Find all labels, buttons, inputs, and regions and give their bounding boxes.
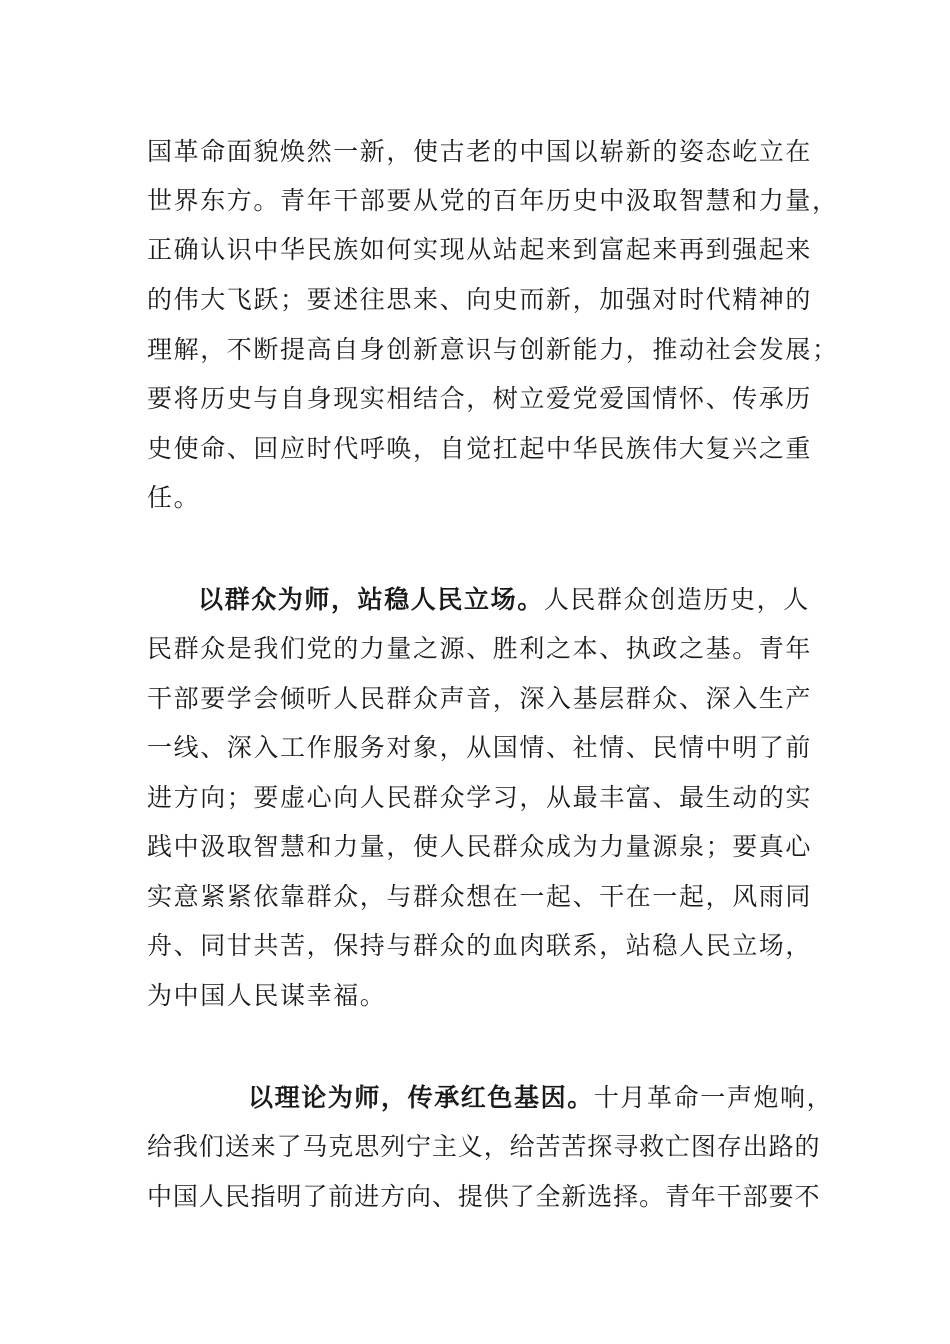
paragraph-2-first-line-text: 人民群众创造历史，人: [543, 585, 810, 614]
paragraph-3-line-3: 中国人民指明了前进方向、提供了全新选择。青年干部要不: [147, 1182, 821, 1211]
paragraph-2-line-8: 舟、同甘共苦，保持与群众的血肉联系，站稳人民立场，: [147, 931, 813, 960]
paragraph-2-line-6: 践中汲取智慧和力量，使人民群众成为力量源泉；要真心: [147, 832, 813, 861]
paragraph-1-line-8: 任。: [147, 483, 201, 512]
paragraph-1-line-4: 的伟大飞跃；要述往思来、向史而新，加强对时代精神的: [147, 285, 813, 314]
paragraph-1-line-6: 要将历史与自身现实相结合，树立爱党爱国情怀、传承历: [147, 384, 813, 413]
paragraph-2-line-5: 进方向；要虚心向人民群众学习，从最丰富、最生动的实: [147, 783, 813, 812]
paragraph-2-line-9: 为中国人民谋幸福。: [147, 981, 387, 1010]
paragraph-2-line-7: 实意紧紧依靠群众，与群众想在一起、干在一起，风雨同: [147, 882, 813, 911]
paragraph-1-line-5: 理解，不断提高自身创新意识与创新能力，推动社会发展；: [147, 335, 839, 364]
paragraph-3-first-line: [248, 1081, 833, 1115]
paragraph-2-line-3: 干部要学会倾听人民群众声音，深入基层群众、深入生产: [147, 684, 813, 713]
paragraph-2-line-2: 民群众是我们党的力量之源、胜利之本、执政之基。青年: [147, 634, 813, 663]
paragraph-2-line-4: 一线、深入工作服务对象，从国情、社情、民情中明了前: [147, 733, 813, 762]
paragraph-3-first-line-text: 十月革命一声炮响，: [593, 1083, 834, 1112]
paragraph-1-line-2: 世界东方。青年干部要从党的百年历史中汲取智慧和力量，: [147, 186, 839, 215]
paragraph-1-line-7: 史使命、回应时代呼唤，自觉扛起中华民族伟大复兴之重: [147, 434, 813, 463]
paragraph-1-line-3: 正确认识中华民族如何实现从站起来到富起来再到强起来: [147, 235, 813, 264]
paragraph-1-line-1: 国革命面貌焕然一新，使古老的中国以崭新的姿态屹立在: [147, 137, 813, 166]
paragraph-3-heading: 以理论为师，传承红色基因。: [248, 1083, 594, 1112]
paragraph-2-heading: 以群众为师，站稳人民立场。: [198, 585, 544, 614]
paragraph-2-first-line: [198, 583, 810, 617]
paragraph-3-line-2: 给我们送来了马克思列宁主义，给苦苦探寻救亡图存出路的: [147, 1132, 821, 1161]
